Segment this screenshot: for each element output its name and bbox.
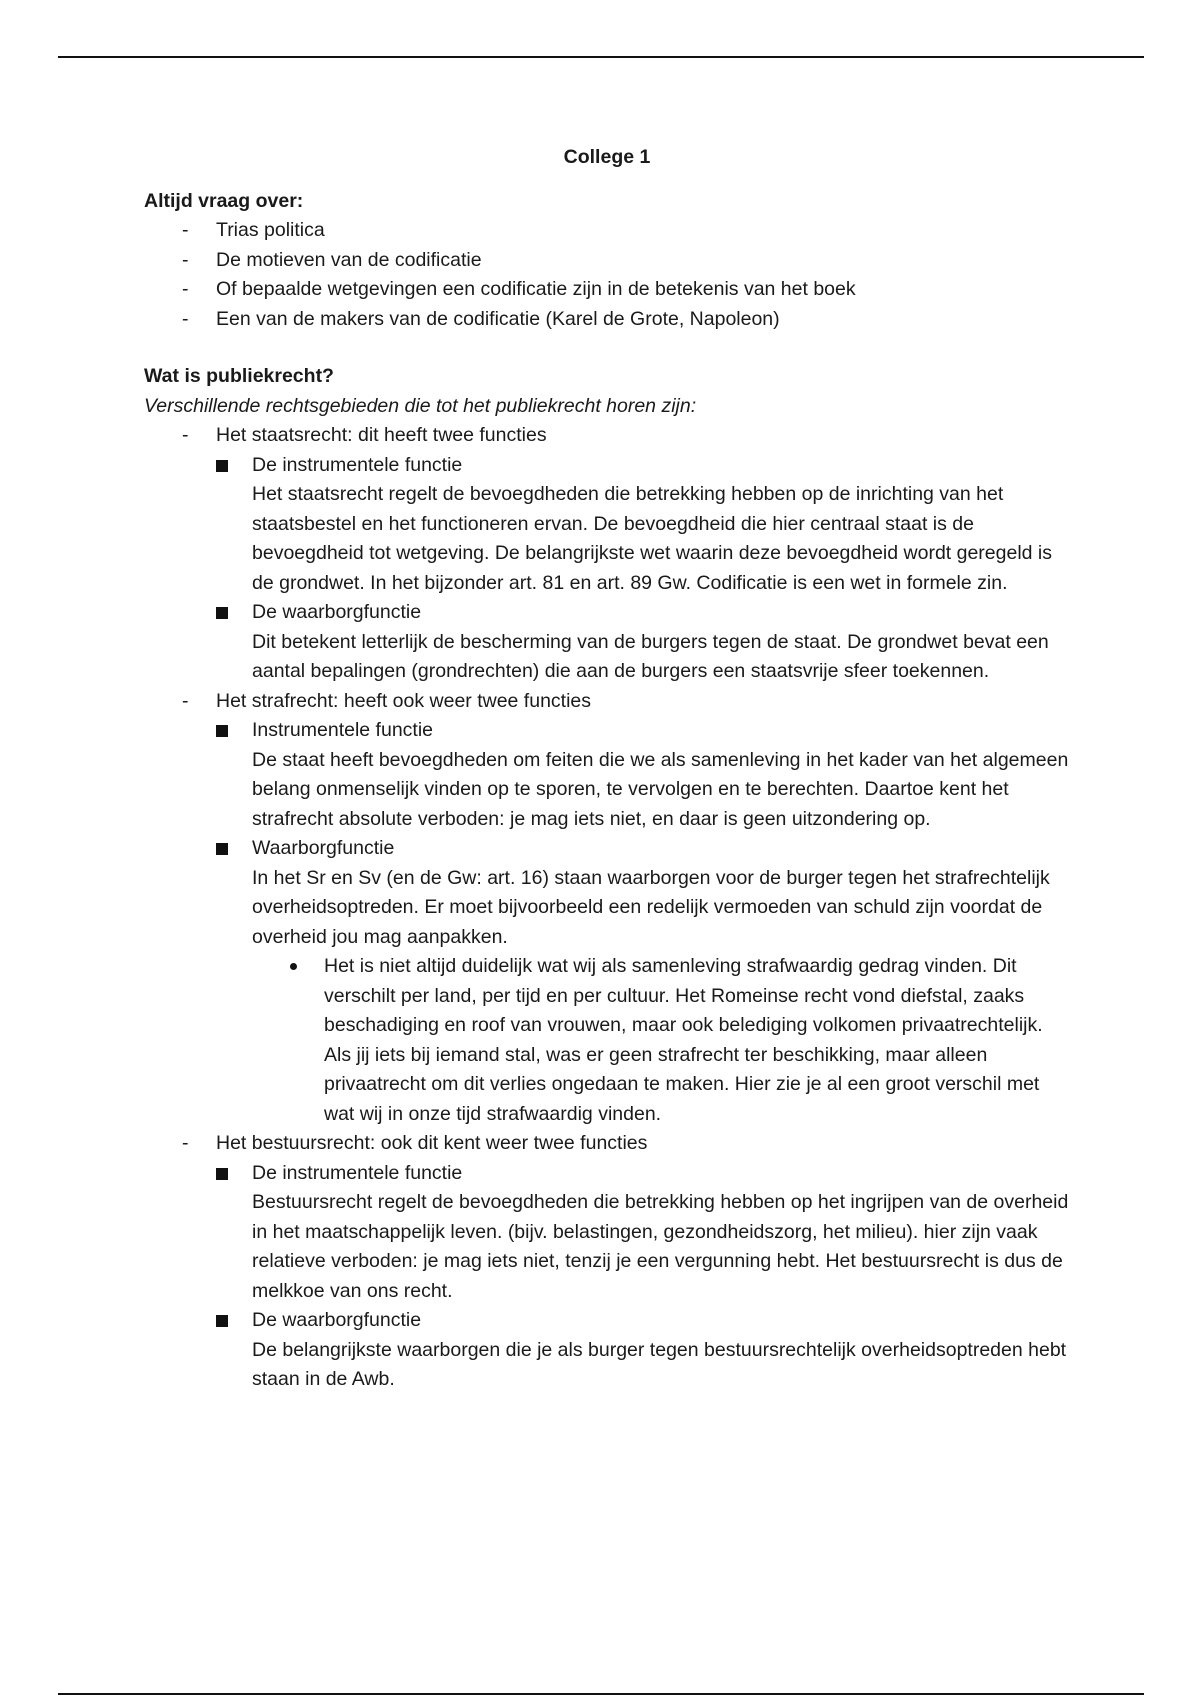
square-bullet-icon: [216, 1315, 228, 1327]
bottom-rule: [58, 1693, 1144, 1695]
section-intro: Verschillende rechtsgebieden die tot het publiekrecht horen zijn:: [144, 394, 697, 417]
list-item: - De motieven van de codificatie: [144, 246, 1074, 276]
law-area-label: Het strafrecht: heeft ook weer twee functies: [216, 689, 592, 712]
section-heading-altijd: Altijd vraag over:: [144, 189, 304, 212]
dash-bullet: -: [182, 1132, 189, 1154]
law-area-staatsrecht: [144, 421, 1074, 687]
dash-bullet: -: [182, 278, 189, 300]
function-item: [216, 716, 1074, 834]
section-heading-publiekrecht: Wat is publiekrecht?: [144, 365, 334, 387]
square-bullet-icon: [216, 843, 228, 855]
topic-list: [144, 216, 1074, 334]
list-item: - Een van de makers van de codificatie (Karel de Grote, Napoleon): [144, 305, 1074, 335]
function-title: Instrumentele functie: [252, 719, 434, 741]
function-text: In het Sr en Sv (en de Gw: art. 16) staan waarborgen voor de burger tegen het strafrechtelijk overheidsoptreden. Er moet bijvoorbeeld een redelijk vermoeden van schuld zijn voordat de overheid jou mag aanpakken.: [252, 866, 1050, 948]
dash-bullet: -: [182, 307, 189, 330]
document-body: [144, 143, 1074, 1395]
square-bullet-icon: [216, 725, 228, 737]
function-text: De belangrijkste waarborgen die je als burger tegen bestuursrechtelijk overheidsoptreden hebt staan in de Awb.: [252, 1338, 1067, 1390]
function-title: De instrumentele functie: [252, 1161, 463, 1184]
law-areas-list: [144, 421, 1074, 1395]
function-item: [216, 1306, 1074, 1395]
function-list: [216, 716, 1074, 1129]
function-item: [216, 1159, 1074, 1307]
function-title: Waarborgfunctie: [252, 837, 395, 859]
square-bullet-icon: [216, 1168, 228, 1180]
note-item: [252, 952, 1074, 1129]
function-text: De staat heeft bevoegdheden om feiten die we als samenleving in het kader van het algemeen belang onmenselijk vinden op te sporen, te vervolgen en te berechten. Daartoe kent het strafrecht absolute verboden: je mag iets niet, en daar is geen uitzondering op.: [252, 748, 1069, 830]
square-bullet-icon: [216, 607, 228, 619]
law-area-label: Het staatsrecht: dit heeft twee functies: [216, 424, 547, 446]
dash-bullet: -: [182, 424, 189, 446]
function-item: [216, 834, 1074, 1129]
dash-bullet: -: [182, 219, 189, 241]
function-text: Het staatsrecht regelt de bevoegdheden die betrekking hebben op de inrichting van het staatsbestel en het functioneren ervan. De bevoegdheid die hier centraal staat is de bevoegdheid tot wetgeving. De belangrijkste wet waarin deze bevoegdheid wordt geregeld is de grondwet. In het bijzonder art. 81 en art. 89 Gw. Codificatie is een wet in formele zin.: [252, 483, 1053, 594]
function-title: De waarborgfunctie: [252, 1309, 422, 1331]
page-title: College 1: [563, 146, 651, 168]
function-list: [216, 451, 1074, 687]
dash-bullet: -: [182, 689, 189, 712]
function-title: De waarborgfunctie: [252, 601, 422, 623]
function-item: [216, 598, 1074, 687]
top-rule: [58, 56, 1144, 58]
square-bullet-icon: [216, 460, 228, 472]
function-text: Bestuursrecht regelt de bevoegdheden die betrekking hebben op het ingrijpen van de overheid in het maatschappelijk leven. (bijv. belastingen, gezondheidszorg, het milieu). hier zijn vaak relatieve verboden: je mag iets niet, tenzij je een vergunning hebt. Het bestuursrecht is dus de melkkoe van ons recht.: [252, 1191, 1069, 1302]
dot-bullet-icon: [290, 963, 297, 970]
note-text: Het is niet altijd duidelijk wat wij als samenleving strafwaardig gedrag vinden. Dit verschilt per land, per tijd en per cultuur. Het Romeinse recht vond diefstal, zaaks beschadiging en roof van vrouwen, maar ook belediging volkomen privaatrechtelijk. Als jij iets bij iemand stal, was er geen strafrecht ter beschikking, maar alleen privaatrecht om dit verlies ongedaan te maken. Hier zie je al een groot verschil met wat wij in onze tijd strafwaardig vinden.: [324, 955, 1043, 1125]
law-area-strafrecht: [144, 687, 1074, 1130]
law-area-label: Het bestuursrecht: ook dit kent weer twee functies: [216, 1132, 648, 1154]
note-list: [252, 952, 1074, 1129]
function-text: Dit betekent letterlijk de bescherming van de burgers tegen de staat. De grondwet bevat een aantal bepalingen (grondrechten) die aan de burgers een staatsvrije sfeer toekennen.: [252, 630, 1049, 682]
function-list: [216, 1159, 1074, 1395]
law-area-bestuursrecht: [144, 1129, 1074, 1395]
list-item: - Of bepaalde wetgevingen een codificatie zijn in de betekenis van het boek: [144, 275, 1074, 305]
function-title: De instrumentele functie: [252, 453, 463, 476]
list-item: - Trias politica: [144, 216, 1074, 246]
dash-bullet: -: [182, 248, 189, 271]
function-item: [216, 451, 1074, 599]
